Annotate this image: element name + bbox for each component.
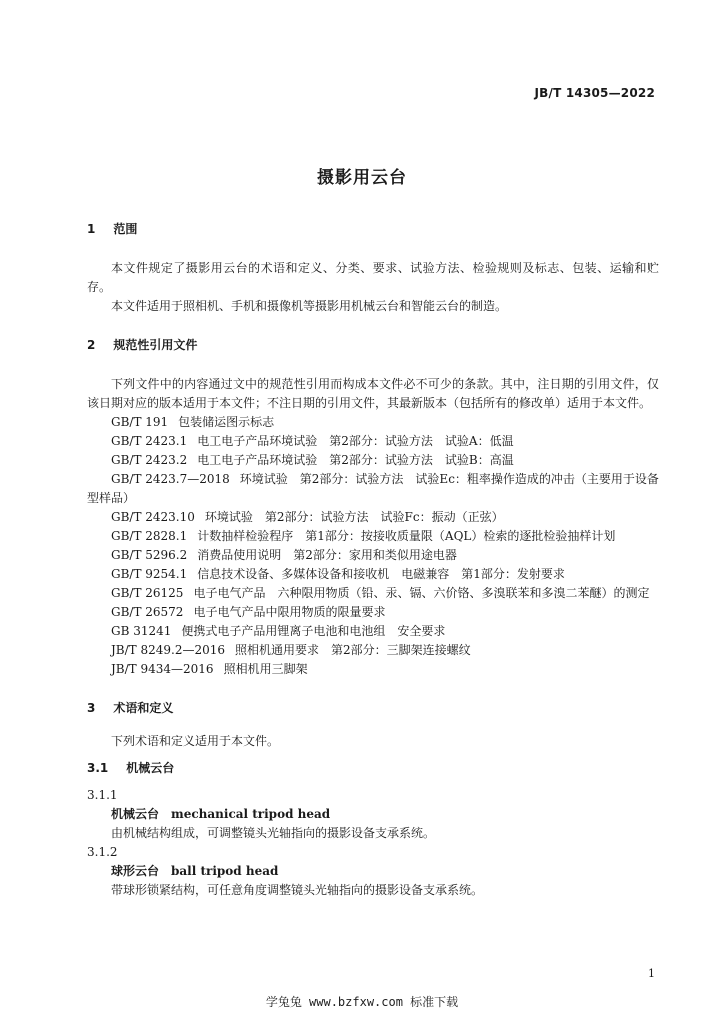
reference-title: 照相机通用要求 第2部分：三脚架连接螺纹	[235, 643, 471, 657]
reference-title: 便携式电子产品用锂离子电池和电池组 安全要求	[181, 624, 446, 638]
reference-code: GB/T 2423.7—2018	[111, 472, 230, 486]
reference-item	[87, 413, 659, 432]
reference-title: 照相机用三脚架	[223, 662, 308, 676]
reference-code: GB/T 2423.1	[111, 434, 188, 448]
section-number: 3	[87, 701, 96, 715]
term-en: mechanical tripod head	[171, 807, 331, 821]
reference-code: GB/T 2423.2	[111, 453, 188, 467]
watermark-text: 学兔兔 www.bzfxw.com 标准下载	[265, 995, 459, 1009]
reference-item	[87, 584, 659, 603]
term-zh: 机械云台	[111, 807, 160, 821]
reference-item	[87, 527, 659, 546]
paragraph: 下列术语和定义适用于本文件。	[111, 734, 280, 748]
reference-item	[87, 546, 659, 565]
paragraph: 本文件规定了摄影用云台的术语和定义、分类、要求、试验方法、检验规则及标志、包装、运输和贮存。	[87, 261, 659, 294]
term-heading	[87, 805, 659, 824]
paragraph: 本文件适用于照相机、手机和摄像机等摄影用机械云台和智能云台的制造。	[111, 299, 508, 313]
reference-item	[87, 565, 659, 584]
term-number: 3.1.2	[87, 845, 118, 859]
section-number: 2	[87, 338, 96, 352]
reference-code: JB/T 8249.2—2016	[111, 643, 226, 657]
reference-title: 消费品使用说明 第2部分：家用和类似用途电器	[197, 548, 457, 562]
reference-item	[87, 603, 659, 622]
section-title: 规范性引用文件	[113, 338, 198, 352]
reference-code: GB/T 5296.2	[111, 548, 188, 562]
reference-code: GB/T 2423.10	[111, 510, 195, 524]
reference-title: 环境试验 第2部分：试验方法 试验Fc：振动（正弦）	[204, 510, 504, 524]
reference-title: 电子电气产品中限用物质的限量要求	[193, 605, 386, 619]
reference-item	[87, 641, 659, 660]
reference-title: 电工电子产品环境试验 第2部分：试验方法 试验B：高温	[197, 453, 514, 467]
reference-code: GB/T 2828.1	[111, 529, 188, 543]
reference-item	[87, 508, 659, 527]
reference-title: 计数抽样检验程序 第1部分：按接收质量限（AQL）检索的逐批检验抽样计划	[197, 529, 616, 543]
term-heading	[87, 862, 659, 881]
reference-code: JB/T 9434—2016	[111, 662, 214, 676]
reference-code: GB/T 191	[111, 415, 169, 429]
reference-code: GB/T 26572	[111, 605, 184, 619]
reference-item	[87, 660, 659, 679]
term-number: 3.1.1	[87, 788, 118, 802]
section-title: 范围	[113, 222, 138, 236]
reference-item	[87, 451, 659, 470]
reference-code: GB 31241	[111, 624, 172, 638]
section-2-heading	[87, 336, 659, 355]
subsection-number: 3.1	[87, 761, 109, 775]
reference-title: 环境试验 第2部分：试验方法 试验Ec：粗率操作造成的冲击（主要用于设备型样品）	[87, 472, 659, 505]
reference-item	[87, 470, 659, 508]
reference-code: GB/T 26125	[111, 586, 184, 600]
term-zh: 球形云台	[111, 864, 160, 878]
reference-title: 信息技术设备、多媒体设备和接收机 电磁兼容 第1部分：发射要求	[197, 567, 565, 581]
reference-code: GB/T 9254.1	[111, 567, 188, 581]
reference-title: 电子电气产品 六种限用物质（铅、汞、镉、六价铬、多溴联苯和多溴二苯醚）的测定	[193, 586, 650, 600]
paragraph: 下列文件中的内容通过文中的规范性引用而构成本文件必不可少的条款。其中，注日期的引用文件，仅该日期对应的版本适用于本文件；不注日期的引用文件，其最新版本（包括所有的修改单）适用于本文件。	[87, 377, 659, 410]
term-definition: 由机械结构组成，可调整镜头光轴指向的摄影设备支承系统。	[111, 826, 436, 840]
reference-item	[87, 432, 659, 451]
section-number: 1	[87, 222, 96, 236]
standard-number: JB/T 14305—2022	[534, 86, 655, 100]
page-number: 1	[648, 967, 655, 980]
document-body	[87, 220, 659, 900]
subsection-heading	[87, 759, 659, 778]
reference-title: 包装储运图示标志	[178, 415, 275, 429]
document-title: 摄影用云台	[317, 168, 407, 188]
term-en: ball tripod head	[171, 864, 279, 878]
section-title: 术语和定义	[113, 701, 174, 715]
reference-item	[87, 622, 659, 641]
section-1-heading	[87, 220, 659, 239]
section-3-heading	[87, 699, 659, 718]
subsection-title: 机械云台	[126, 761, 175, 775]
reference-title: 电工电子产品环境试验 第2部分：试验方法 试验A：低温	[197, 434, 514, 448]
term-definition: 带球形锁紧结构，可任意角度调整镜头光轴指向的摄影设备支承系统。	[111, 883, 484, 897]
